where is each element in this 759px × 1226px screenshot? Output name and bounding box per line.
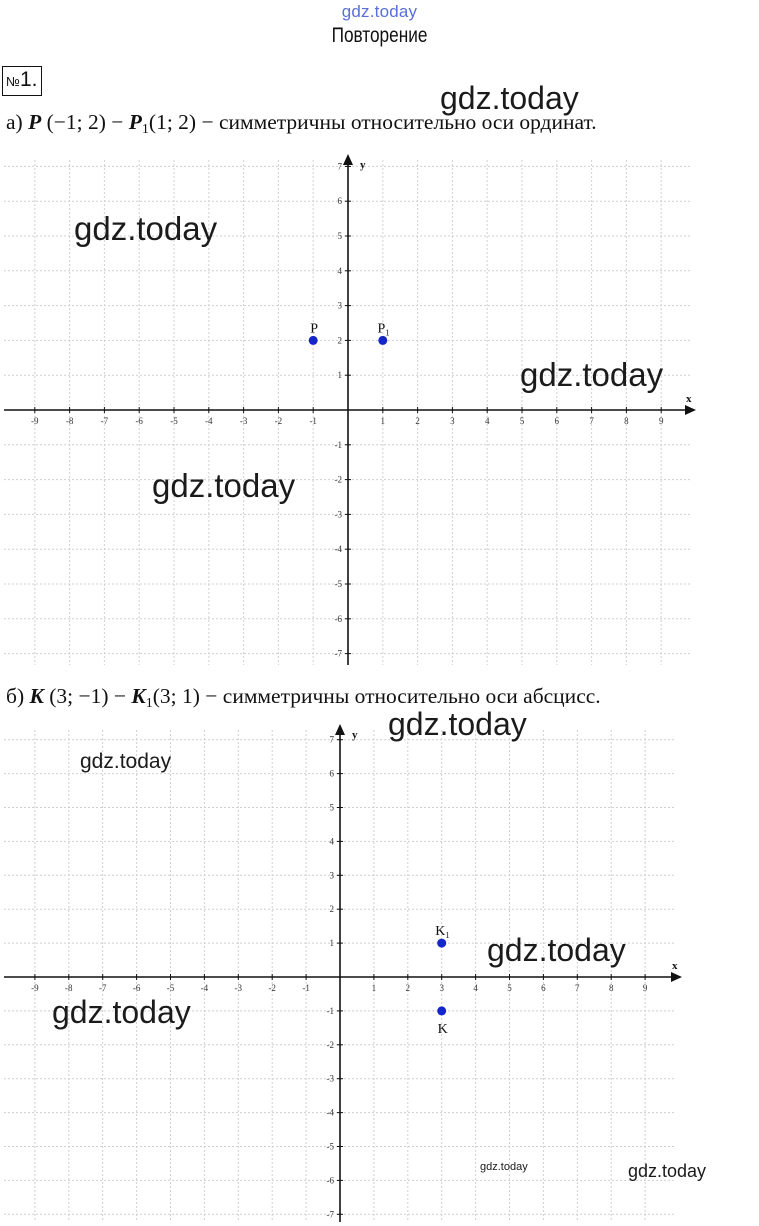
part-a-dash: − bbox=[111, 110, 124, 134]
y-tick-label: -4 bbox=[326, 1107, 334, 1118]
x-axis-arrow bbox=[685, 405, 696, 415]
x-tick-label: -8 bbox=[65, 416, 74, 426]
x-tick-label: 9 bbox=[642, 983, 648, 993]
x-tick-label: -4 bbox=[200, 983, 209, 993]
x-tick-label: -2 bbox=[268, 983, 276, 993]
x-axis-arrow bbox=[671, 972, 682, 982]
y-tick-label: 3 bbox=[337, 300, 342, 311]
x-tick-label: -1 bbox=[309, 416, 317, 426]
x-tick-label: -7 bbox=[98, 983, 107, 993]
y-tick-label: -5 bbox=[334, 579, 342, 589]
y-tick-label: 4 bbox=[329, 836, 334, 847]
watermark-text: gdz.today bbox=[628, 1161, 707, 1181]
watermark-text: gdz.today bbox=[520, 356, 664, 393]
y-tick-label: 1 bbox=[337, 370, 342, 381]
header-watermark: gdz.today bbox=[341, 2, 418, 21]
x-axis-label: x bbox=[686, 393, 692, 405]
x-tick-label: 6 bbox=[554, 416, 560, 426]
x-tick-label: 8 bbox=[624, 416, 629, 426]
point-k1-coords: (3; 1) bbox=[152, 684, 200, 708]
point-p1-name: P bbox=[128, 110, 142, 134]
point-k1-subscript: 1 bbox=[145, 696, 153, 711]
point-k1-name: K bbox=[131, 684, 146, 708]
y-tick-label: 4 bbox=[337, 265, 342, 276]
part-a-label: а) bbox=[6, 110, 23, 134]
point-p-name: P bbox=[28, 110, 42, 134]
x-tick-label: 7 bbox=[575, 983, 580, 993]
section-title: Повторение bbox=[331, 24, 428, 47]
x-tick-label: 9 bbox=[658, 416, 664, 426]
y-tick-label: 5 bbox=[337, 231, 342, 241]
point-label: K₁ bbox=[435, 924, 451, 940]
x-tick-label: 8 bbox=[608, 983, 614, 993]
x-tick-label: -6 bbox=[132, 983, 141, 993]
x-tick-label: -6 bbox=[135, 416, 143, 426]
point-p1-coords: (1; 2) bbox=[148, 110, 197, 134]
x-tick-label: 1 bbox=[380, 416, 386, 426]
y-tick-label: -7 bbox=[326, 1209, 334, 1220]
y-tick-label: -3 bbox=[326, 1073, 334, 1084]
part-b-text: − симметричны относительно оси абсцисс. bbox=[205, 684, 601, 708]
x-tick-label: -3 bbox=[239, 416, 248, 426]
data-point bbox=[437, 1006, 446, 1015]
data-point bbox=[378, 336, 387, 345]
part-b-dash: − bbox=[113, 684, 127, 708]
x-tick-label: -9 bbox=[31, 983, 39, 993]
watermark-text: gdz.today bbox=[52, 994, 191, 1030]
point-k-name: K bbox=[29, 684, 44, 708]
x-tick-label: -9 bbox=[31, 416, 39, 426]
x-tick-label: 2 bbox=[415, 416, 420, 426]
watermark-text: gdz.today bbox=[152, 467, 296, 504]
number-value: 1. bbox=[19, 68, 38, 91]
y-tick-label: -2 bbox=[334, 474, 342, 485]
x-tick-label: -5 bbox=[166, 983, 175, 993]
y-tick-label: 3 bbox=[329, 870, 334, 881]
x-tick-label: -1 bbox=[302, 983, 310, 993]
x-tick-label: 6 bbox=[541, 983, 546, 993]
x-tick-label: 5 bbox=[519, 416, 525, 426]
y-tick-label: -5 bbox=[326, 1141, 334, 1152]
y-axis-arrow bbox=[335, 724, 345, 735]
x-tick-label: 5 bbox=[507, 983, 512, 993]
point-p-coords: (−1; 2) bbox=[46, 110, 106, 134]
point-label: P bbox=[310, 321, 319, 337]
x-tick-label: 4 bbox=[473, 983, 478, 993]
x-tick-label: -3 bbox=[234, 983, 243, 993]
part-a-text: − симметричны относительно оси ординат. bbox=[201, 110, 597, 134]
x-tick-label: -7 bbox=[100, 416, 109, 426]
point-p1-subscript: 1 bbox=[141, 122, 149, 137]
y-axis-label: y bbox=[352, 729, 358, 741]
watermark-text: gdz.today bbox=[388, 706, 527, 742]
watermark-text: gdz.today bbox=[440, 80, 579, 116]
exercise-number bbox=[2, 66, 42, 96]
x-tick-label: -8 bbox=[65, 983, 73, 993]
x-axis-label: x bbox=[672, 960, 678, 972]
y-axis-label: y bbox=[360, 159, 366, 171]
x-tick-label: 2 bbox=[405, 983, 411, 993]
y-tick-label: -3 bbox=[334, 509, 342, 520]
y-tick-label: 6 bbox=[329, 768, 334, 779]
part-b-label: б) bbox=[6, 684, 25, 708]
y-tick-label: -6 bbox=[326, 1175, 334, 1186]
x-tick-label: 1 bbox=[371, 983, 377, 993]
watermark-text: gdz.today bbox=[74, 210, 218, 247]
y-tick-label: -1 bbox=[334, 439, 342, 450]
number-sign: № bbox=[6, 74, 20, 89]
y-tick-label: -6 bbox=[334, 613, 342, 624]
y-tick-label: 7 bbox=[329, 734, 334, 745]
y-tick-label: 1 bbox=[329, 938, 334, 949]
data-point bbox=[437, 939, 446, 948]
data-point bbox=[309, 336, 318, 345]
y-tick-label: 5 bbox=[329, 802, 334, 813]
y-tick-label: -1 bbox=[326, 1005, 334, 1016]
y-tick-label: 6 bbox=[337, 196, 342, 207]
point-label: K bbox=[437, 1021, 448, 1037]
x-tick-label: -4 bbox=[205, 416, 213, 426]
x-tick-label: -2 bbox=[274, 416, 283, 426]
y-tick-label: 7 bbox=[337, 161, 342, 172]
x-tick-label: 7 bbox=[589, 416, 594, 426]
watermark-text: gdz.today bbox=[480, 1161, 528, 1173]
y-tick-label: 2 bbox=[337, 335, 342, 346]
point-label: P₁ bbox=[377, 321, 391, 337]
y-tick-label: -7 bbox=[334, 648, 342, 659]
x-tick-label: 3 bbox=[439, 983, 444, 993]
x-tick-label: -5 bbox=[170, 416, 178, 426]
point-k-coords: (3; −1) bbox=[49, 684, 109, 708]
watermark-text: gdz.today bbox=[80, 750, 172, 773]
watermark-text: gdz.today bbox=[487, 932, 626, 968]
x-tick-label: 3 bbox=[450, 416, 455, 426]
y-tick-label: -4 bbox=[334, 544, 342, 555]
y-tick-label: -2 bbox=[326, 1039, 334, 1050]
x-tick-label: 4 bbox=[484, 416, 490, 426]
coordinate-plane-b bbox=[0, 722, 759, 1226]
y-tick-label: 2 bbox=[329, 904, 334, 915]
y-axis-arrow bbox=[343, 154, 353, 165]
